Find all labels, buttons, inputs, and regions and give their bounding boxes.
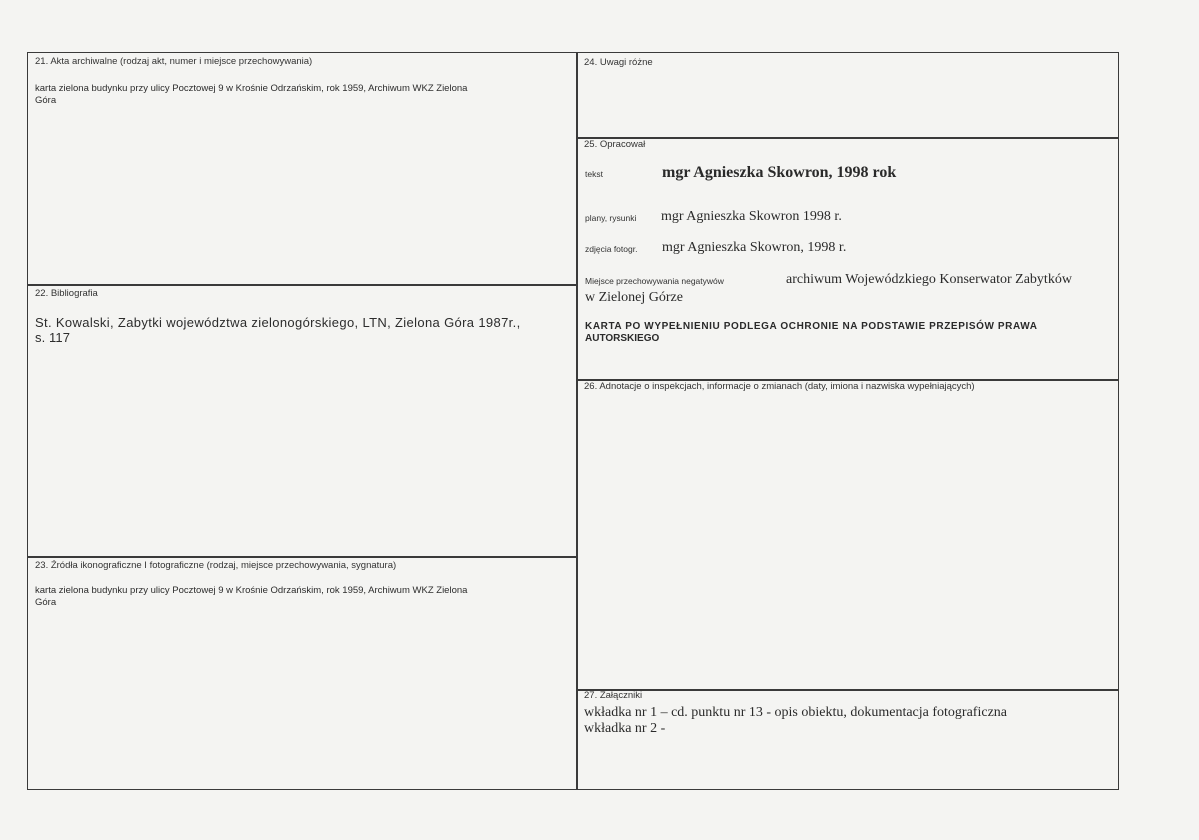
column-divider [576, 52, 578, 790]
miejsce-label: Miejsce przechowywania negatywów [585, 276, 724, 286]
section-27-line1: wkładka nr 1 – cd. punktu nr 13 - opis obiektu, dokumentacja fotograficzna [584, 705, 1007, 720]
section-27-line2: wkładka nr 2 - [584, 721, 666, 736]
section-22-label: 22. Bibliografia [35, 288, 98, 299]
zdjecia-label: zdjęcia fotogr. [585, 244, 638, 254]
section-24-label: 24. Uwagi różne [584, 57, 653, 68]
section-23-text-line1: karta zielona budynku przy ulicy Pocztowej 9 w Krośnie Odrzańskim, rok 1959, Archiwum WKZ Zielona [35, 585, 468, 596]
tekst-label: tekst [585, 169, 603, 179]
copyright-notice [585, 321, 1111, 345]
form-frame [27, 52, 1119, 790]
section-22-text-line2: s. 117 [35, 330, 71, 345]
section-23-label: 23. Źródła ikonograficzne I fotograficzne (rodzaj, miejsce przechowywania, sygnatura) [35, 560, 397, 571]
section-21-text-line1: karta zielona budynku przy ulicy Pocztowej 9 w Krośnie Odrzańskim, rok 1959, Archiwum WKZ Zielona [35, 83, 468, 94]
section-21-text [35, 83, 575, 107]
section-23-text [35, 585, 575, 609]
divider-24-25 [576, 137, 1119, 139]
divider-26-27 [576, 689, 1119, 691]
section-22-text-line1: St. Kowalski, Zabytki województwa zielonogórskiego, LTN, Zielona Góra 1987r., [35, 315, 521, 330]
copyright-notice-line2: AUTORSKIEGO [585, 333, 660, 344]
section-27-label: 27. Załączniki [584, 690, 643, 701]
section-25-label: 25. Opracował [584, 139, 646, 150]
divider-21-22 [27, 284, 576, 286]
miejsce-value-line1: archiwum Wojewódzkiego Konserwator Zabytków [786, 272, 1072, 287]
miejsce-value-line2: w Zielonej Górze [585, 290, 683, 305]
divider-22-23 [27, 556, 576, 558]
section-26-label: 26. Adnotacje o inspekcjach, informacje o zmianach (daty, imiona i nazwiska wypełniających) [584, 381, 975, 392]
zdjecia-value: mgr Agnieszka Skowron, 1998 r. [662, 240, 847, 255]
section-22-text [35, 315, 575, 345]
copyright-notice-line1: KARTA PO WYPEŁNIENIU PODLEGA OCHRONIE NA PODSTAWIE PRZEPISÓW PRAWA [585, 321, 1038, 332]
section-21-text-line2: Góra [35, 95, 57, 106]
section-21-label: 21. Akta archiwalne (rodzaj akt, numer i miejsce przechowywania) [35, 56, 313, 67]
plany-label: plany, rysunki [585, 213, 637, 223]
tekst-value: mgr Agnieszka Skowron, 1998 rok [662, 164, 897, 181]
section-23-text-line2: Góra [35, 597, 57, 608]
plany-value: mgr Agnieszka Skowron 1998 r. [661, 209, 842, 224]
